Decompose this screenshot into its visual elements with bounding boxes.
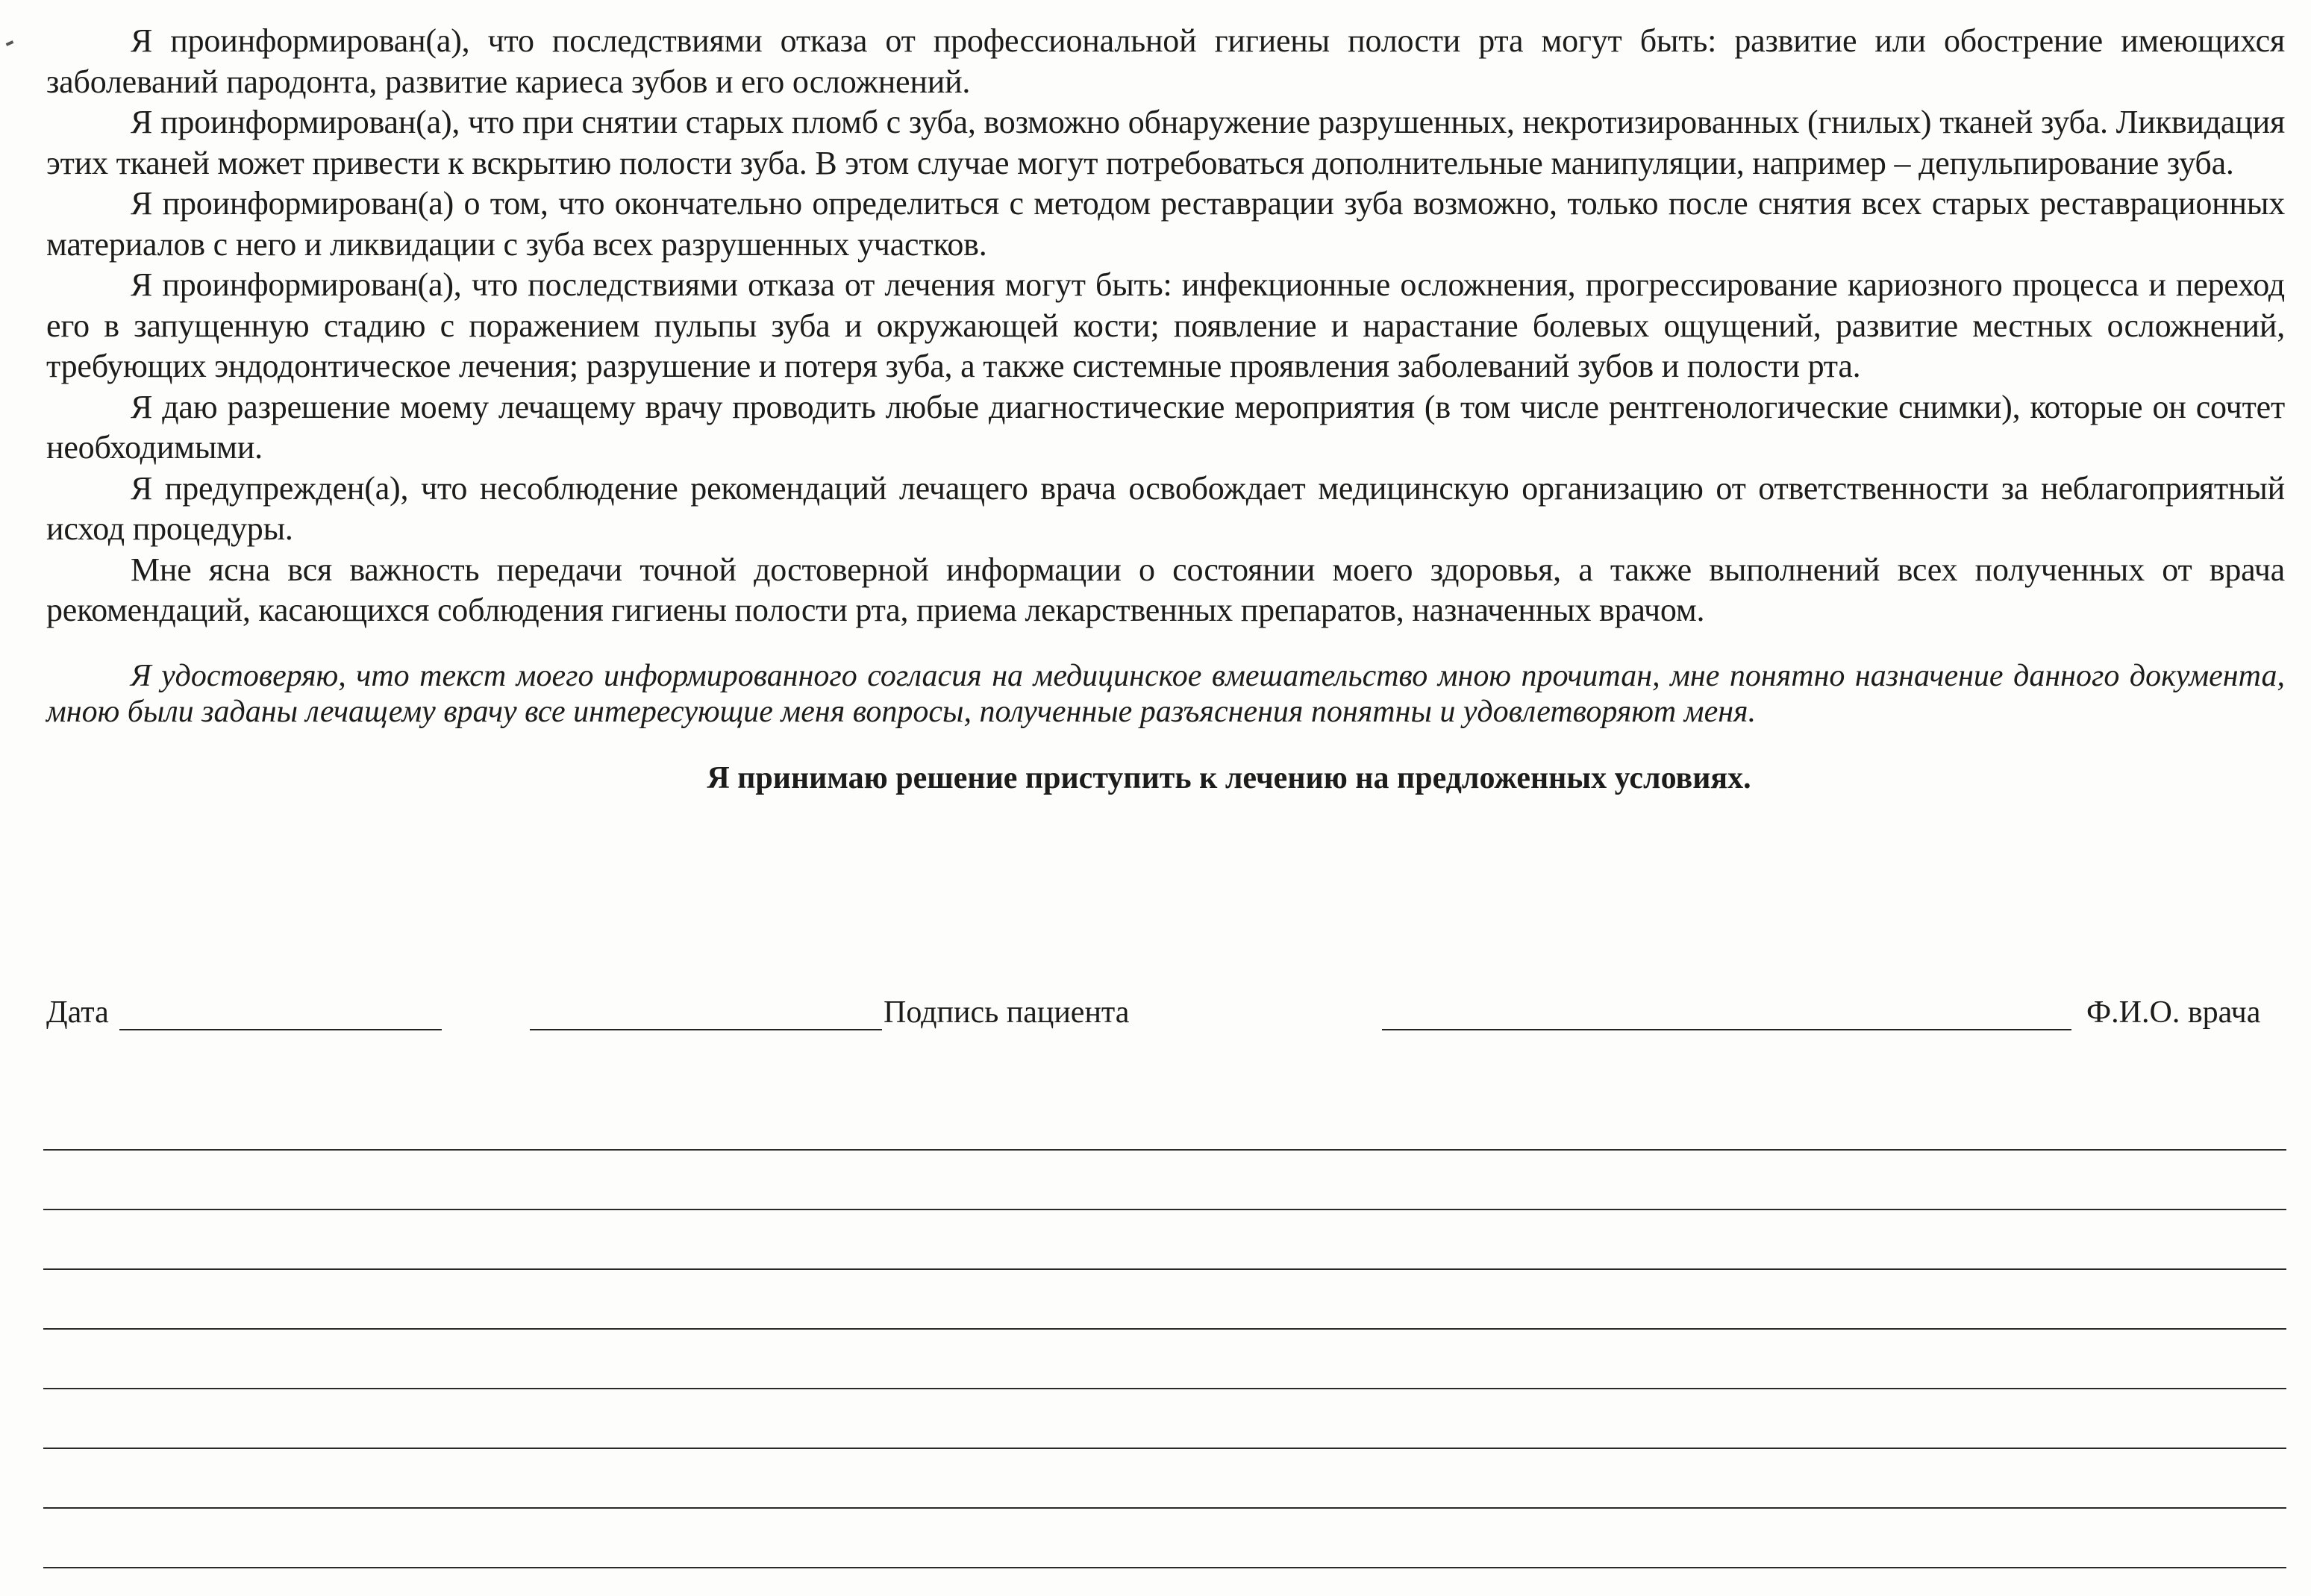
date-field-line[interactable] [119,1029,442,1030]
ruled-line [43,1091,2286,1151]
signature-row [46,992,2285,1037]
certification-statement: Я удостоверяю, что текст моего информированного согласия на медицинское вмешательство мною прочитан, мне понятно назначение данного документа, мною были заданы лечащему врачу все интересующие меня вопросы, полученные разъяснения понятны и удовлетворяют меня. [46,658,2285,729]
decision-statement: Я принимаю решение приступить к лечению на предложенных условиях. [707,760,1751,795]
ruled-line [43,1210,2286,1270]
ruled-line [43,1389,2286,1449]
ruled-line [43,1449,2286,1509]
scan-speck [6,40,14,46]
ruled-line [43,1330,2286,1389]
patient-signature-line[interactable] [530,1029,882,1030]
consent-text [46,21,2285,798]
doctor-name-line[interactable] [1382,1029,2071,1030]
ruled-line [43,1509,2286,1568]
ruled-line [43,1151,2286,1210]
date-label: Дата [46,995,109,1030]
ruled-notes-area [43,1091,2286,1568]
paragraph-diagnostics-permission: Я даю разрешение моему лечащему врачу проводить любые диагностические мероприятия (в том числе рентгенологические снимки), которые он сочтет необходимыми. [46,388,2285,466]
paragraph-restoration-method: Я проинформирован(а) о том, что окончательно определиться с методом реставрации зуба возможно, только после снятия всех старых реставрационных материалов с него и ликвидации с зуба всех разрушенных участков. [46,185,2285,263]
ruled-line [43,1270,2286,1330]
paragraph-old-fillings: Я проинформирован(а), что при снятии старых пломб с зуба, возможно обнаружение разрушенных, некротизированных (гнилых) тканей зуба. Ликвидация этих тканей может привести к вскрытию полости зуба. В этом случае могут потребоваться дополнительные манипуляции, например – депульпирование зуба. [46,104,2285,181]
doctor-name-label: Ф.И.О. врача [2086,995,2261,1030]
paragraph-treatment-refusal: Я проинформирован(а), что последствиями отказа от лечения могут быть: инфекционные осложнения, прогрессирование кариозного процесса и переход его в запущенную стадию с поражением пульпы зуба и окружающей кости; появление и нарастание болевых ощущений, развитие местных осложнений, требующих эндодонтическое лечения; разрушение и потеря зуба, а также системные проявления заболеваний зубов и полости рта. [46,266,2285,384]
paragraph-hygiene-refusal: Я проинформирован(а), что последствиями отказа от профессиональной гигиены полости рта могут быть: развитие или обострение имеющихся заболеваний пародонта, развитие кариеса зубов и его осложнений. [46,22,2285,100]
paragraph-recommendations-warning: Я предупрежден(а), что несоблюдение рекомендаций лечащего врача освобождает медицинскую организацию от ответственности за неблагоприятный исход процедуры. [46,469,2285,547]
patient-signature-label: Подпись пациента [884,995,1130,1030]
paragraph-information-importance: Мне ясна вся важность передачи точной достоверной информации о состоянии моего здоровья, а также выполнений всех полученных от врача рекомендаций, касающихся соблюдения гигиены полости рта, приема лекарственных препаратов, назначенных врачом. [46,551,2285,628]
